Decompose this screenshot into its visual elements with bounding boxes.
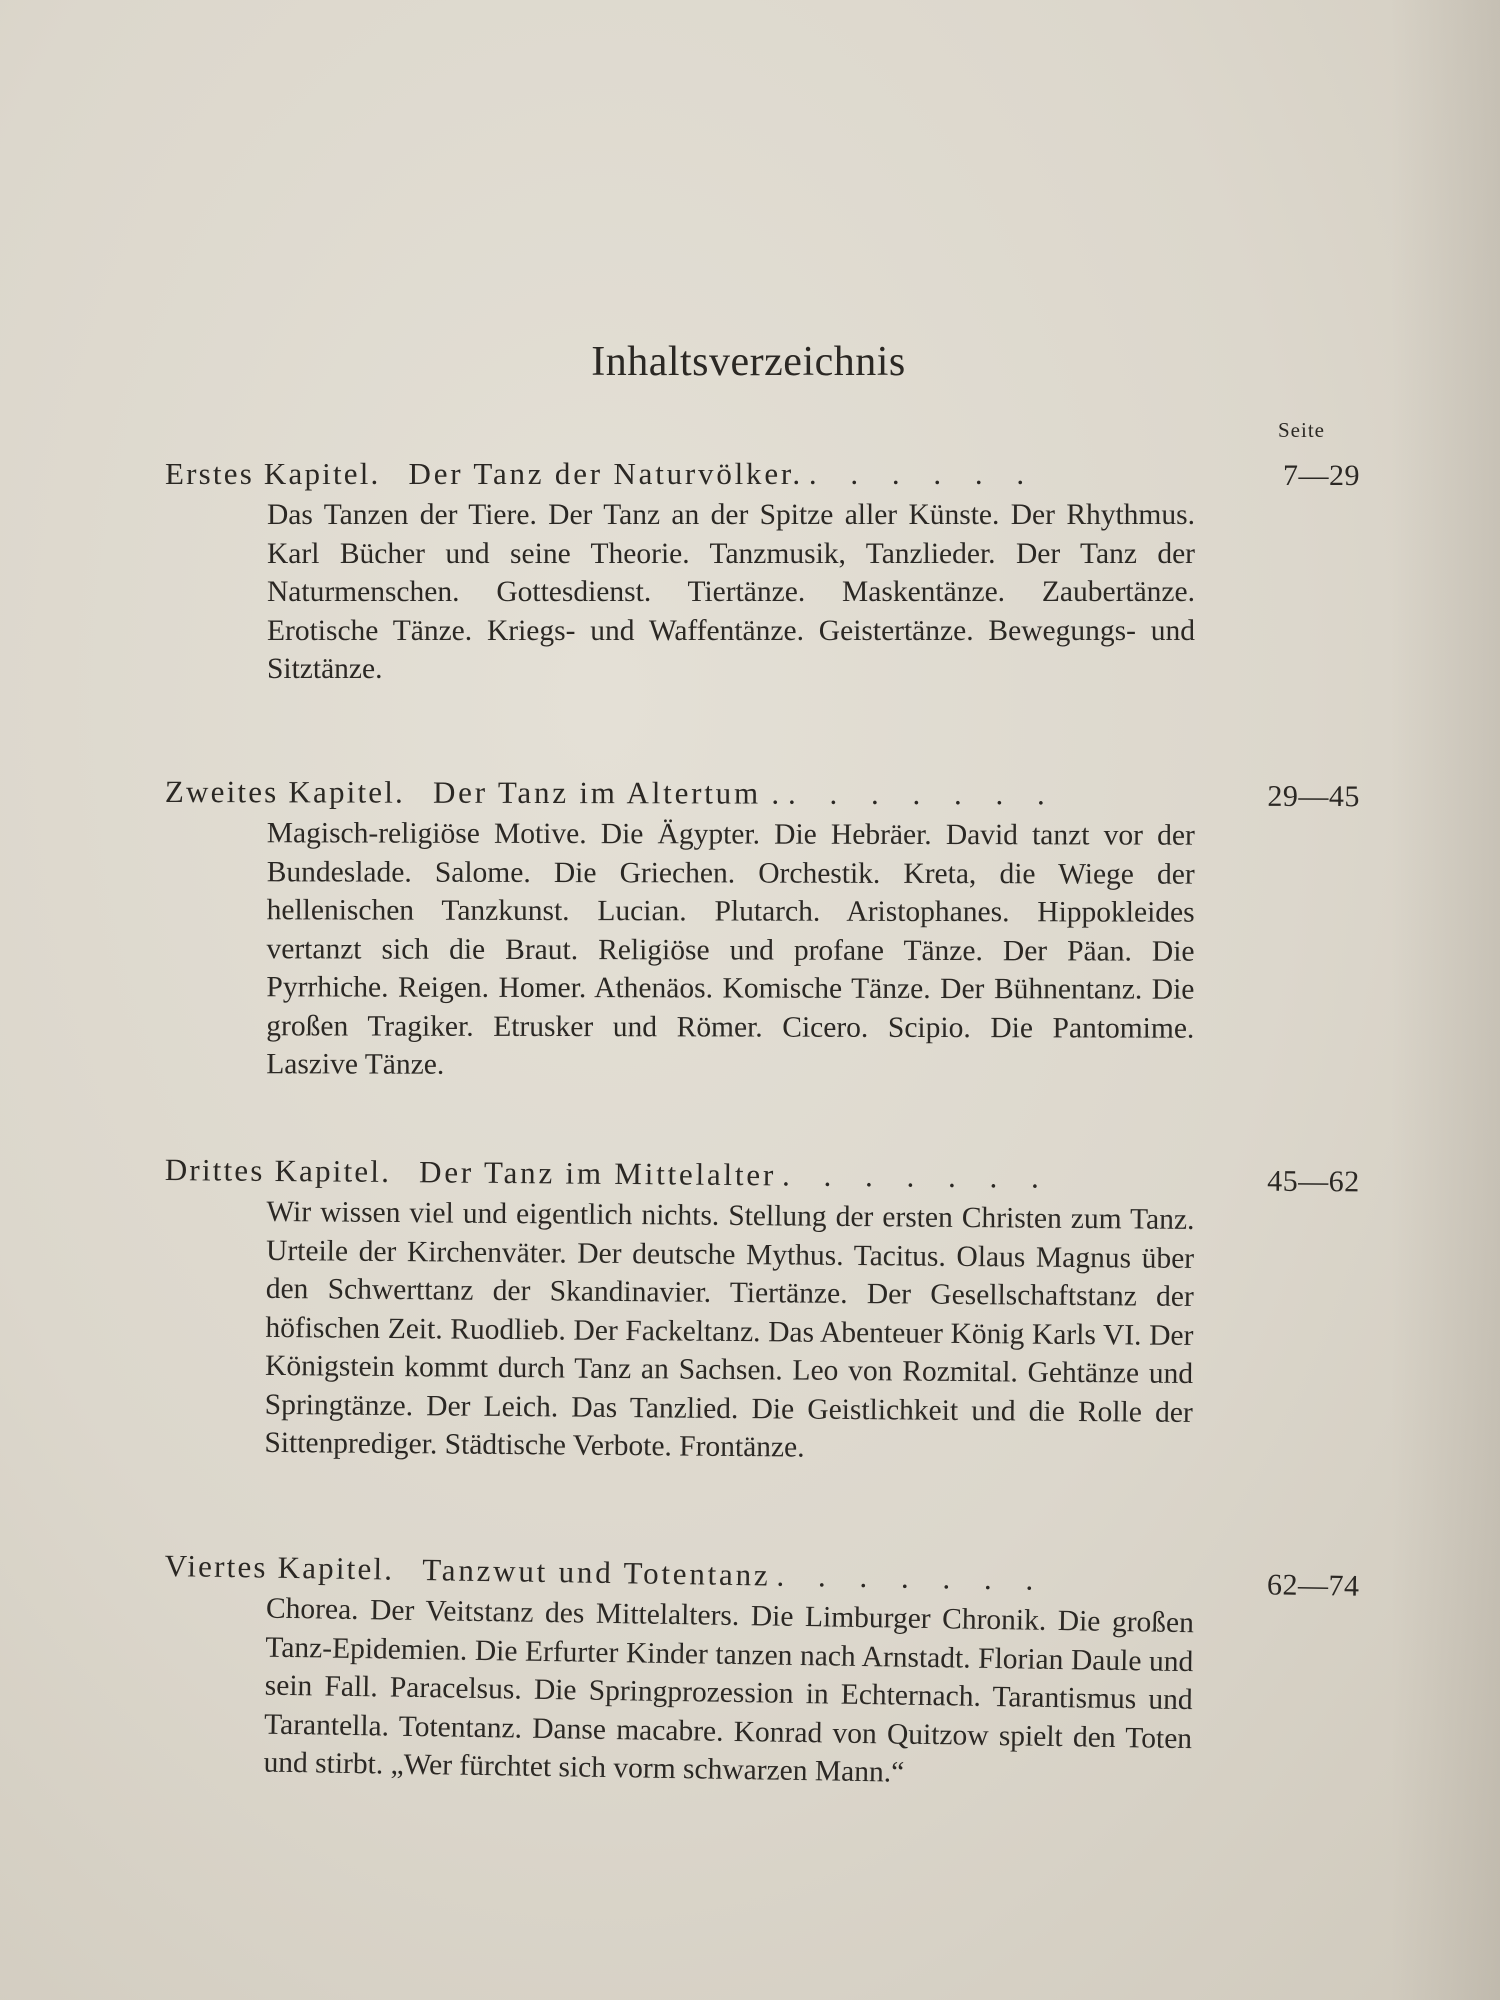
leader-dots: . . . . . . .: [781, 1157, 1052, 1195]
chapter-description: Wir wissen viel und eigentlich nichts. Stellung der ersten Christen zum Tanz. Urteile der Kirchenväter. Der deutsche Mythus. Tacitus. Olaus Magnus über den Schwerttanz der Skandinavier. Tiertänze. Der Gesellschaftstanz der höfischen Zeit. Ruodlieb. Der Fackeltanz. Das Abenteuer König Karls VI. Der Königstein kommt durch Tanz an Sachsen. Leo von Rozmital. Gehtänze und Springtänze. Der Leich. Das Tanzlied. Die Geistlichkeit und die Rolle der Sittenprediger. Städtische Verbote. Frontänze.: [264, 1195, 1195, 1464]
leader-dots: . . . . . .: [808, 456, 1038, 491]
chapter-pages: 62—74: [1266, 1568, 1360, 1603]
chapter-title: Der Tanz im Altertum .: [432, 774, 783, 811]
toc-entry-chapter-3: [162, 1148, 1360, 1472]
page-title-text: Inhaltsverzeichnis: [591, 339, 906, 385]
leader-dots: . . . . . . .: [787, 775, 1058, 812]
toc-entry-heading: [165, 770, 1360, 817]
leader-dots: . . . . . . .: [776, 1557, 1047, 1597]
page-column-label: Seite: [1278, 418, 1325, 442]
chapter-pages: 7—29: [1283, 459, 1360, 492]
toc-entry-chapter-1: [165, 452, 1360, 689]
chapter-label: Drittes Kapitel.: [164, 1151, 392, 1189]
chapter-description: Magisch-religiöse Motive. Die Ägypter. Die Hebräer. David tanzt vor der Bundeslade. Salome. Die Griechen. Orchestik. Kreta, die Wiege der hellenischen Tanzkunst. Lucian. Plutarch. Aristophanes. Hippokleides vertanzt sich die Braut. Religiöse und profane Tänze. Der Päan. Die Pyrrhiche. Reigen. Homer. Athenäos. Komische Tänze. Der Bühnentanz. Die großen Tragiker. Etrusker und Römer. Cicero. Scipio. Die Pantomime. Laszive Tänze.: [266, 817, 1195, 1081]
chapter-label: Viertes Kapitel.: [164, 1547, 395, 1587]
toc-entry-chapter-2: [164, 770, 1360, 1087]
chapter-label: Zweites Kapitel.: [164, 774, 406, 810]
page-title: [0, 338, 1500, 386]
chapter-description: Das Tanzen der Tiere. Der Tanz an der Spitze aller Künste. Der Rhythmus. Karl Bücher und seine Theorie. Tanzmusik, Tanzlieder. Der Tanz der Naturmenschen. Gottesdienst. Tiertänze. Maskentänze. Zaubertänze. Erotische Tänze. Kriegs- und Waffentänze. Geistertänze. Bewegungs- und Sitztänze.: [267, 499, 1195, 685]
chapter-pages: 29—45: [1267, 779, 1360, 814]
chapter-description: Chorea. Der Veitstanz des Mittelalters. Die Limburger Chronik. Die großen Tanz-Epidemien. Die Erfurter Kinder tanzen nach Arnstadt. Florian Daule und sein Fall. Paracelsus. Die Springprozession in Echternach. Tarantismus und Tarantella. Totentanz. Danse macabre. Konrad von Quitzow spielt den Toten und stirbt. „Wer fürchtet sich vorm schwarzen Mann.“: [263, 1592, 1195, 1789]
chapter-label: Erstes Kapitel.: [165, 456, 381, 491]
chapter-title: Der Tanz im Mittelalter: [418, 1154, 777, 1193]
chapter-pages: 45—62: [1267, 1164, 1360, 1199]
chapter-title: Der Tanz der Naturvölker.: [408, 456, 803, 491]
chapter-title: Tanzwut und Totentanz: [421, 1552, 771, 1593]
toc-entry-heading: [165, 452, 1360, 496]
toc-entry-chapter-4: [161, 1544, 1360, 1799]
